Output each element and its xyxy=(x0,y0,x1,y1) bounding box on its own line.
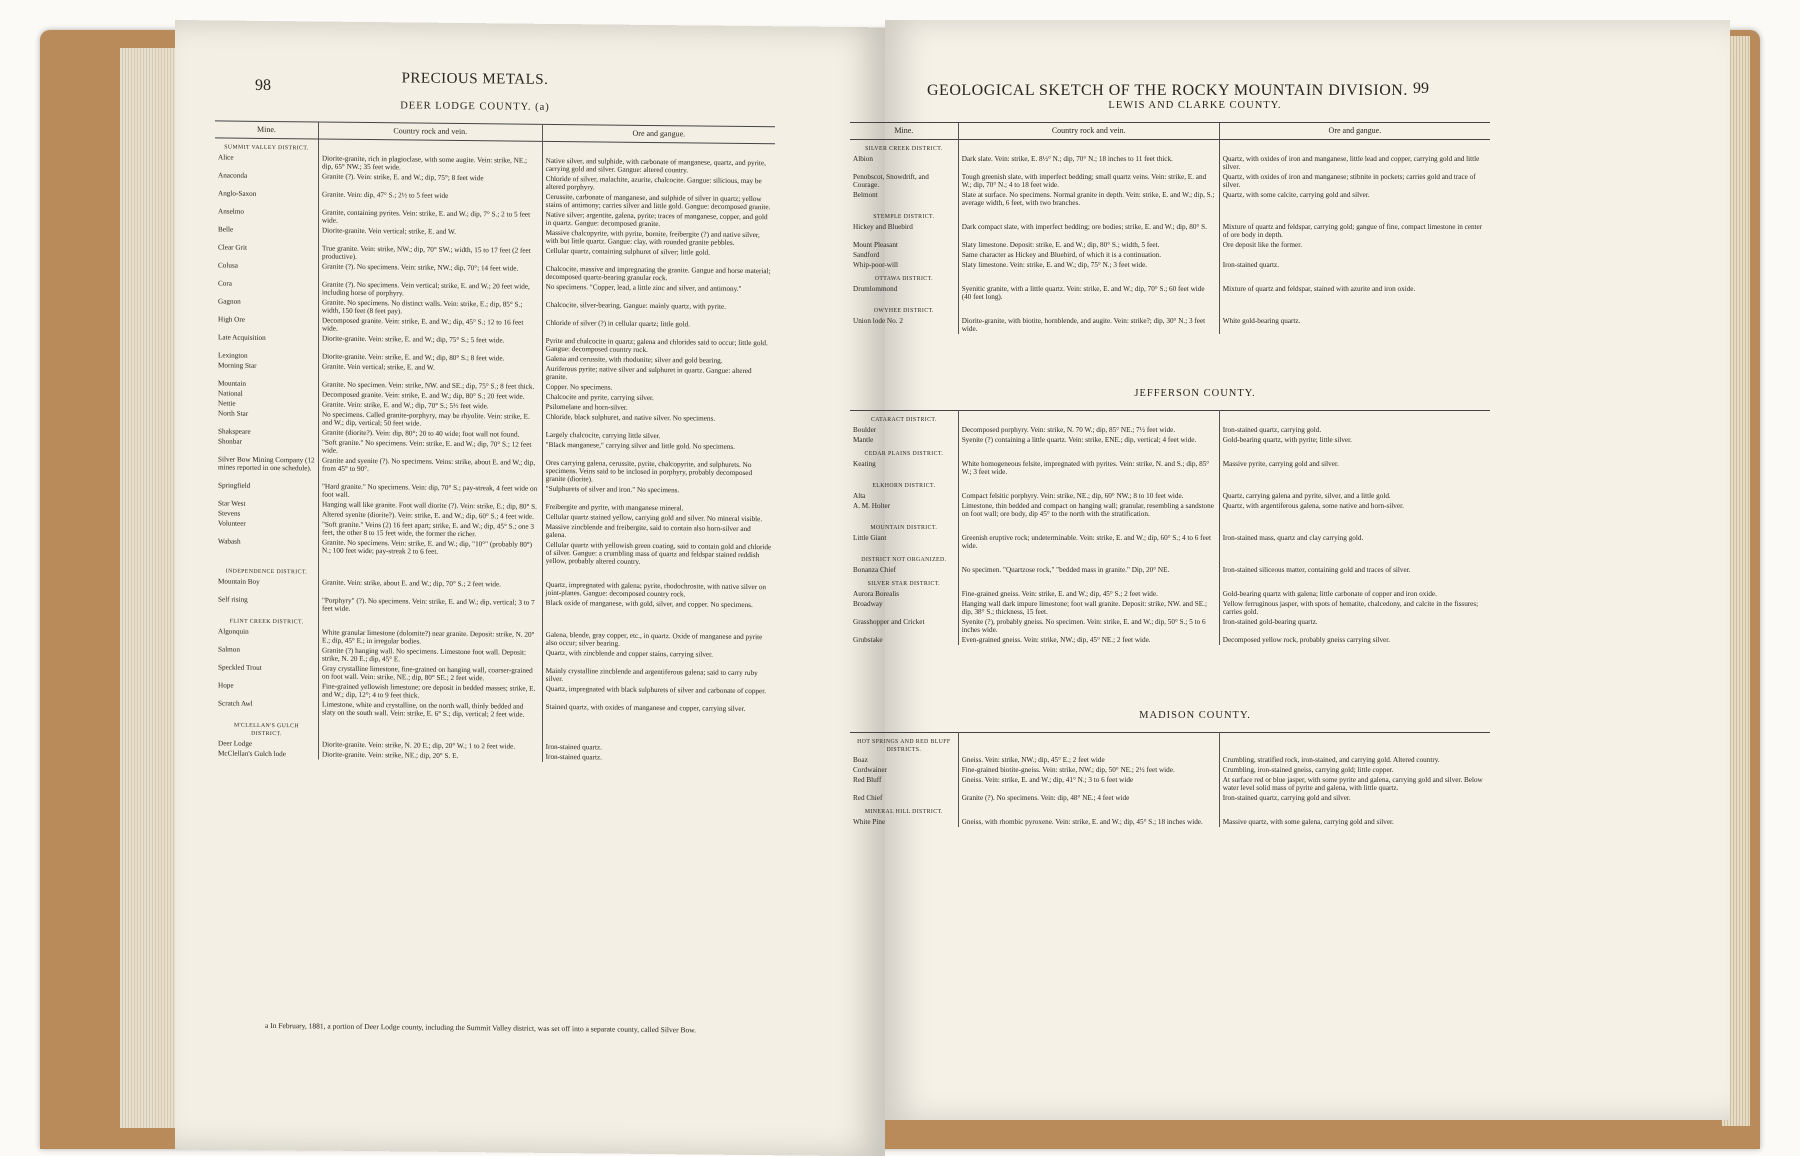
district-name: CATARACT DISTRICT. xyxy=(870,417,937,423)
country-rock: Granite and syenite (?). No specimens. Veins: strike, about E. and W.; dip, from 45° to 90°. xyxy=(318,456,542,484)
country-rock: Granite. Vein: dip, 47° S.; 2½ to 5 feet wide xyxy=(318,190,542,210)
ore-gangue: Chloride of silver (?) in cellular quartz; little gold. xyxy=(542,318,775,338)
mine-name: Clear Grit xyxy=(218,243,247,252)
ore-gangue: Galena and cerussite, with rhodonite; silver and gold bearing. xyxy=(542,354,775,366)
mine-name: Deer Lodge xyxy=(218,739,253,748)
ore-gangue: Native silver, and sulphide, with carbonate of manganese, quartz, and pyrite, carrying gold and silver. Gangue: altered country. xyxy=(542,156,775,176)
ore-gangue: Iron-stained gold-bearing quartz. xyxy=(1219,617,1490,635)
country-rock: White granular limestone (dolomite?) near granite. Deposit: strike, N. 20° E.; dip, 45° E.; in irregular bodies. xyxy=(318,628,542,648)
district-heading xyxy=(850,575,1490,589)
ore-gangue: Auriferous pyrite; native silver and sulphuret in quartz. Gangue: altered granite. xyxy=(542,364,775,384)
ore-gangue: Massive pyrite, carrying gold and silver. xyxy=(1219,459,1490,477)
table-row xyxy=(850,190,1490,208)
empty-cell xyxy=(958,803,1219,817)
mine-table xyxy=(215,120,775,764)
ore-gangue: Copper. No specimens. xyxy=(542,382,775,394)
mine-name: Grasshopper and Cricket xyxy=(853,618,925,626)
country-rock: Diorite-granite. Vein: strike, N. 20 E.; dip, 20° W.; 1 to 2 feet wide. xyxy=(318,740,542,752)
col-header-rock: Country rock and vein. xyxy=(318,122,542,141)
mine-name: Self rising xyxy=(218,595,248,604)
country-rock: Granite (?). No specimens. Vein vertical; strike, E. and W.; 20 feet wide, including horse of porphyry. xyxy=(318,280,542,300)
table-row xyxy=(850,459,1490,477)
ore-gangue: Freibergite and pyrite, with manganese mineral. xyxy=(542,502,775,514)
district-name: SILVER STAR DISTRICT. xyxy=(867,581,941,587)
mine-name: Anaconda xyxy=(218,171,248,180)
ore-gangue: Ores carrying galena, cerussite, pyrite, chalcopyrite, and sulphurets. No specimens. Veins said to be inclosed in porphyry, probably decomposed granite (diorite). xyxy=(542,458,775,486)
ore-gangue: White gold-bearing quartz. xyxy=(1219,316,1490,334)
mine-name: Salmon xyxy=(218,645,240,654)
ore-gangue: Iron-stained quartz. xyxy=(542,742,775,754)
country-rock: Granite. No specimens. No distinct walls. Vein: strike, E.; dip, 85° S.; width, 150 feet (8 feet pay). xyxy=(318,298,542,318)
country-rock: Gray crystalline limestone, fine-grained on hanging wall, coarser-grained on foot wall. Vein: strike, NE.; dip, 80° SE.; 2 feet wide. xyxy=(318,664,542,684)
mine-name: Red Bluff xyxy=(853,776,882,784)
country-rock: White homogeneous felsite, impregnated with pyrites. Vein: strike, N. and S.; dip, 85° W.; 3 feet wide. xyxy=(958,459,1219,477)
ore-gangue: Quartz, with some calcite, carrying gold and silver. xyxy=(1219,190,1490,208)
ore-gangue: Chalcocite, massive and impregnating the granite. Gangue and horse material; decomposed quartz-bearing granular rock. xyxy=(542,264,775,284)
ore-gangue: Iron-stained quartz, carrying gold and silver. xyxy=(1219,793,1490,803)
ore-gangue: Quartz, with argentiferous galena, some native and horn-silver. xyxy=(1219,501,1490,519)
ore-gangue: Quartz, with zincblende and copper stains, carrying silver. xyxy=(542,648,775,668)
mine-name: High Ore xyxy=(218,315,245,324)
table-row xyxy=(850,817,1490,827)
running-head: PRECIOUS METALS. xyxy=(401,70,549,88)
ore-gangue: Cellular quartz stained yellow, carrying gold and silver. No mineral visible. xyxy=(542,512,775,524)
country-rock: No specimens. Called granite-porphyry, may be rhyolite. Vein: strike, E. and W.; dip, vertical; 50 feet wide. xyxy=(318,410,542,430)
country-rock: Decomposed granite. Vein: strike, E. and W.; dip, 80° S.; 20 feet wide. xyxy=(318,390,542,402)
mine-name: Broadway xyxy=(853,600,883,608)
country-rock: True granite. Vein: strike, NW.; dip, 70° SW.; width, 15 to 17 feet (2 feet productive). xyxy=(318,244,542,264)
district-name: HOT SPRINGS AND RED BLUFF DISTRICTS. xyxy=(857,739,951,753)
ore-gangue: Iron-stained quartz. xyxy=(542,752,775,764)
country-rock: Diorite-granite, rich in plagioclase, with some augite. Vein: strike, NE.; dip, 65° NW.; 35 feet wide. xyxy=(318,154,542,174)
mine-name: Colusa xyxy=(218,261,238,270)
ore-gangue: Iron-stained siliceous matter, containing gold and traces of silver. xyxy=(1219,565,1490,575)
mine-name: Boaz xyxy=(853,756,868,764)
country-rock: Granite (?) hanging wall. No specimens. Limestone foot wall. Deposit: strike, N. 20 E.; dip, 45° E. xyxy=(318,646,542,666)
empty-cell xyxy=(958,208,1219,222)
mine-name: Anselmo xyxy=(218,207,244,216)
mine-name: Albion xyxy=(853,155,873,163)
mine-name: White Pine xyxy=(853,818,886,826)
ore-gangue: Ore deposit like the former. xyxy=(1219,240,1490,250)
county-title: DEER LODGE COUNTY. (a) xyxy=(400,100,550,113)
mine-table xyxy=(850,732,1490,827)
ore-gangue: Gold-bearing quartz, with pyrite; little silver. xyxy=(1219,435,1490,445)
mine-name: Stevens xyxy=(218,509,241,518)
district-name: INDEPENDENCE DISTRICT. xyxy=(225,568,308,576)
district-heading xyxy=(850,302,1490,316)
mine-name: Red Chief xyxy=(853,794,883,802)
mine-name: Mount Pleasant xyxy=(853,241,898,249)
country-rock: Fine-grained biotite-gneiss. Vein: strike, NW.; dip, 50° NE.; 2½ feet wide. xyxy=(958,765,1219,775)
mine-table xyxy=(850,122,1490,334)
country-rock: Granite. Vein vertical; strike, E. and W. xyxy=(318,362,542,382)
ore-gangue: Quartz, impregnated with galena; pyrite, rhodochrosite, with native silver on joint-planes. Gangue: decomposed country rock. xyxy=(542,580,775,600)
col-header-mine: Mine. xyxy=(850,123,958,140)
mine-name: Hickey and Bluebird xyxy=(853,223,913,231)
country-rock: "Porphyry" (?). No specimens. Vein: strike, E. and W.; dip, vertical; 3 to 7 feet wide. xyxy=(318,596,542,616)
table-row xyxy=(850,599,1490,617)
country-rock: Gneiss. Vein: strike, NW.; dip, 45° E.; 2 feet wide xyxy=(958,755,1219,765)
district-name: FLINT CREEK DISTRICT. xyxy=(229,618,304,626)
mine-name: Scratch Awl xyxy=(218,699,253,708)
mine-name: Lexington xyxy=(218,351,248,360)
country-rock: Slaty limestone. Vein: strike, E. and W.; dip, 75° N.; 3 feet wide. xyxy=(958,260,1219,270)
district-name: CEDAR PLAINS DISTRICT. xyxy=(864,451,944,457)
country-rock: Slaty limestone. Deposit: strike, E. and W.; dip, 80° S.; width, 5 feet. xyxy=(958,240,1219,250)
mine-name: Volunteer xyxy=(218,519,246,528)
country-rock: Fine-grained gneiss. Vein: strike, E. and W.; dip, 45° S.; 2 feet wide. xyxy=(958,589,1219,599)
country-rock: No specimen. "Quartzose rock," "bedded mass in granite." Dip, 20° NE. xyxy=(958,565,1219,575)
table-row xyxy=(850,765,1490,775)
empty-cell xyxy=(1219,733,1490,756)
table-row xyxy=(850,316,1490,334)
running-head: GEOLOGICAL SKETCH OF THE ROCKY MOUNTAIN DIVISION. xyxy=(927,82,1408,99)
empty-cell xyxy=(1219,445,1490,459)
ore-gangue: Galena, blende, gray copper, etc., in quartz. Oxide of manganese and pyrite also occur; silver bearing. xyxy=(542,630,775,650)
district-name: OTTAWA DISTRICT. xyxy=(874,276,933,282)
country-rock: Hanging wall like granite. Foot wall diorite (?). Vein: strike, E.; dip, 80° S. xyxy=(318,500,542,512)
country-rock: Syenitic granite, with a little quartz. Vein: strike, E. and W.; dip, 70° S.; 60 feet wide (40 feet long). xyxy=(958,284,1219,302)
mine-name: Cora xyxy=(218,279,232,288)
ore-gangue: Mixture of quartz and feldspar, stained with azurite and iron oxide. xyxy=(1219,284,1490,302)
ore-gangue xyxy=(1219,250,1490,260)
country-rock: Diorite-granite. Vein vertical; strike, E. and W. xyxy=(318,226,542,246)
country-rock: Granite (?). No specimens. Vein: strike, NW.; dip, 70°; 14 feet wide. xyxy=(318,262,542,282)
table-row xyxy=(850,617,1490,635)
country-rock: "Soft granite." Veins (2) 16 feet apart; strike, E. and W.; dip, 45° S.; one 3 feet, the other 8 to 15 feet wide, the former the richer. xyxy=(318,520,542,540)
country-rock: Syenite (?) containing a little quartz. Vein: strike, ENE.; dip, vertical; 4 feet wide. xyxy=(958,435,1219,445)
district-name: SILVER CREEK DISTRICT. xyxy=(865,146,943,152)
mine-table xyxy=(850,410,1490,645)
col-header-mine: Mine. xyxy=(215,121,318,139)
mine-name: Belmont xyxy=(853,191,878,199)
ore-gangue: Chloride of silver, malachite, azurite, chalcocite. Gangue: silicious, may be altered porphyry. xyxy=(542,174,775,194)
mine-name: Morning Star xyxy=(218,361,257,370)
empty-cell xyxy=(958,445,1219,459)
ore-gangue: "Black manganese," carrying silver and little gold. No specimens. xyxy=(542,440,775,460)
mine-name: North Star xyxy=(218,409,249,418)
mine-name: Silver Bow Mining Company (12 mines reported in one schedule). xyxy=(218,455,315,473)
country-rock: Syenite (?), probably gneiss. No specimen. Vein: strike, E. and W.; dip, 50° S.; 5 to 6 inches wide. xyxy=(958,617,1219,635)
ore-gangue: Massive chalcopyrite, with pyrite, bornite, freibergite (?) and native silver, with but little quartz. Gangue: clay, with rounded granite pebbles. xyxy=(542,228,775,248)
district-heading xyxy=(850,733,1490,756)
mine-name: Springfield xyxy=(218,481,251,490)
left-page xyxy=(175,20,885,1156)
empty-cell xyxy=(958,302,1219,316)
empty-cell xyxy=(958,411,1219,426)
empty-cell xyxy=(958,140,1219,155)
county-title: JEFFERSON COUNTY. xyxy=(1134,388,1256,399)
table-row xyxy=(850,154,1490,172)
table-row xyxy=(850,635,1490,645)
mine-name: Alta xyxy=(853,492,866,500)
country-rock: Gneiss, with rhombic pyroxene. Vein: strike, E. and W.; dip, 45° S.; 18 inches wide. xyxy=(958,817,1219,827)
mine-name: Bonanza Chief xyxy=(853,566,896,574)
country-rock: Granite (diorite?). Vein: dip, 80°; 20 to 40 wide; foot wall not found. xyxy=(318,428,542,440)
table-row xyxy=(850,284,1490,302)
country-rock: "Soft granite." No specimens. Vein: strike, E. and W.; dip, 70° S.; 12 feet wide. xyxy=(318,438,542,458)
county-title: MADISON COUNTY. xyxy=(1139,710,1251,721)
country-rock: Limestone, white and crystalline, on the north wall, thinly bedded and slaty on the south wall. Vein: strike, E. 6° S.; dip, vertical; 2 feet wide. xyxy=(318,700,542,720)
mine-name: A. M. Holter xyxy=(853,502,891,510)
mine-name: Penobscot, Snowdrift, and Courage. xyxy=(853,173,929,189)
district-heading xyxy=(850,270,1490,284)
table-row xyxy=(850,533,1490,551)
empty-cell xyxy=(958,477,1219,491)
empty-cell xyxy=(958,733,1219,756)
country-rock: Diorite-granite. Vein: strike, E. and W.; dip, 80° S.; 8 feet wide. xyxy=(318,352,542,364)
ore-gangue: Chloride, black sulphuret, and native silver. No specimens. xyxy=(542,412,775,432)
district-heading xyxy=(850,208,1490,222)
ore-gangue: Pyrite and chalcocite in quartz; galena and chlorides said to occur; little gold. Gangue: decomposed country rock. xyxy=(542,336,775,356)
country-rock: Granite. No specimen. Vein: strike, NW. and SE.; dip, 75° S.; 8 feet thick. xyxy=(318,380,542,392)
district-name: DISTRICT NOT ORGANIZED. xyxy=(861,557,947,563)
country-rock: "Hard granite." No specimens. Vein: dip, 70° S.; pay-streak, 4 feet wide on foot wall. xyxy=(318,482,542,502)
ore-gangue: Quartz, with oxides of iron and manganese; stibnite in pockets; carries gold and trace of silver. xyxy=(1219,172,1490,190)
mine-name: Star West xyxy=(218,499,246,508)
table-row xyxy=(850,491,1490,501)
country-rock: Granite. No specimens. Vein: strike, E. and W.; dip, "10°" (probably 80°) N.; 100 feet wide; pay-streak 2 to 6 feet. xyxy=(318,538,542,566)
country-rock: Even-grained gneiss. Vein: strike, NW.; dip, 45° NE.; 2 feet wide. xyxy=(958,635,1219,645)
ore-gangue: Crumbling, stratified rock, iron-stained, and carrying gold. Altered country. xyxy=(1219,755,1490,765)
empty-cell xyxy=(1219,302,1490,316)
country-rock: Compact felsitic porphyry. Vein: strike, NE.; dip, 60° NW.; 8 to 10 feet wide. xyxy=(958,491,1219,501)
mine-name: McClellan's Gulch lode xyxy=(218,749,286,759)
mine-name: Hope xyxy=(218,681,234,690)
empty-cell xyxy=(958,270,1219,284)
mine-name: Anglo-Saxon xyxy=(218,189,257,198)
country-rock: Dark compact slate, with imperfect bedding; ore bodies; strike, E. and W.; dip, 80° S. xyxy=(958,222,1219,240)
table-row xyxy=(850,172,1490,190)
mine-name: Grubstake xyxy=(853,636,883,644)
country-rock: Diorite-granite. Vein: strike, NE.; dip, 20° S. E. xyxy=(318,750,542,762)
mine-name: Whip-poor-will xyxy=(853,261,898,269)
empty-cell xyxy=(542,720,775,744)
ore-gangue: Massive zincblende and freibergite, said to contain also horn-silver and galena. xyxy=(542,522,775,542)
district-name: MINERAL HILL DISTRICT. xyxy=(864,809,943,815)
table-row xyxy=(850,250,1490,260)
table-row xyxy=(850,260,1490,270)
district-name: SUMMIT VALLEY DISTRICT. xyxy=(224,144,309,152)
country-rock: Granite (?). Vein: strike, E. and W.; dip, 75°; 8 feet wide xyxy=(318,172,542,192)
table-row xyxy=(850,425,1490,435)
mine-name: Belle xyxy=(218,225,234,234)
mine-name: Shonbar xyxy=(218,437,242,446)
district-heading xyxy=(850,551,1490,565)
country-rock: Diorite-granite. Vein: strike, E. and W.; dip, 75° S.; 5 feet wide. xyxy=(318,334,542,354)
ore-gangue: Mainly crystalline zincblende and argentiferous galena; said to carry ruby silver. xyxy=(542,666,775,686)
footnote: a In February, 1881, a portion of Deer Lodge county, including the Summit Valley district, was set off into a separate county, called Silver Bow. xyxy=(265,1020,697,1035)
page-number: 99 xyxy=(1413,80,1429,97)
ore-gangue: Psilomelane and horn-silver. xyxy=(542,402,775,414)
country-rock: Tough greenish slate, with imperfect bedding; small quartz veins. Vein: strike, E. and W.; dip, 70° N.; 4 to 18 feet wide. xyxy=(958,172,1219,190)
empty-cell xyxy=(318,718,542,742)
mine-name: Late Acquisition xyxy=(218,333,266,342)
ore-gangue: At surface red or blue jasper, with some pyrite and galena, carrying gold and silver. Below water level solid mass of pyrite and galena, with little quartz. xyxy=(1219,775,1490,793)
page-number: 98 xyxy=(255,76,271,95)
col-header-ore: Ore and gangue. xyxy=(1219,123,1490,140)
ore-gangue: Cellular quartz with yellowish green coating, said to contain gold and chloride of silver. Gangue: a crumbling mass of quartz and feldspar stained reddish yellow, probably altered country. xyxy=(542,540,775,568)
ore-gangue: Crumbling, iron-stained gneiss, carrying gold; little copper. xyxy=(1219,765,1490,775)
country-rock: Decomposed porphyry. Vein: strike, N. 70 W.; dip, 85° NE.; 7½ feet wide. xyxy=(958,425,1219,435)
mine-name: National xyxy=(218,389,243,398)
country-rock: Same character as Hickey and Bluebird, of which it is a continuation. xyxy=(958,250,1219,260)
country-rock: Limestone, thin bedded and compact on hanging wall; granular, resembling a sandstone on foot wall; ore body, dip 45° to the north with the stratification. xyxy=(958,501,1219,519)
mine-name: Union lode No. 2 xyxy=(853,317,903,325)
table-row xyxy=(850,240,1490,250)
ore-gangue: Mixture of quartz and feldspar, carrying gold; gangue of fine, compact limestone in center of ore body in depth. xyxy=(1219,222,1490,240)
ore-gangue: Decomposed yellow rock, probably gneiss carrying silver. xyxy=(1219,635,1490,645)
empty-cell xyxy=(1219,270,1490,284)
table-row xyxy=(850,435,1490,445)
country-rock: Altered syenite (diorite?). Vein: strike, E. and W.; dip, 60° S.; 4 feet wide. xyxy=(318,510,542,522)
district-name: M'CLELLAN'S GULCH DISTRICT. xyxy=(233,722,300,738)
col-header-ore: Ore and gangue. xyxy=(542,124,775,143)
mine-name: Keating xyxy=(853,460,876,468)
mine-name: Algonquin xyxy=(218,627,249,636)
mine-name: Wabash xyxy=(218,537,241,546)
district-heading xyxy=(850,140,1490,155)
mine-name: Little Giant xyxy=(853,534,887,542)
mine-name: Boulder xyxy=(853,426,877,434)
district-heading xyxy=(850,803,1490,817)
county-title: LEWIS AND CLARKE COUNTY. xyxy=(1108,100,1282,111)
table-row xyxy=(850,775,1490,793)
country-rock: Diorite-granite, with biotite, hornblende, and augite. Vein: strike?; dip, 30° N.; 3 feet wide. xyxy=(958,316,1219,334)
ore-gangue: Native silver; argentite, galena, pyrite; traces of manganese, copper, and gold in quartz. Gangue: decomposed granite. xyxy=(542,210,775,230)
mine-name: Nettie xyxy=(218,399,236,408)
country-rock: Granite. Vein: strike, E. and W.; dip, 70° S.; 5½ feet wide. xyxy=(318,400,542,412)
empty-cell xyxy=(1219,411,1490,426)
ore-gangue: Black oxide of manganese, with gold, silver, and copper. No specimens. xyxy=(542,598,775,618)
table-row xyxy=(850,565,1490,575)
ore-gangue: Cerussite, carbonate of manganese, and sulphide of silver in quartz; yellow stains of antimony; carries silver and little gold. Gangue: decomposed granite. xyxy=(542,192,775,212)
country-rock: Granite, containing pyrites. Vein: strike, E. and W.; dip, 7° S.; 2 to 5 feet wide. xyxy=(318,208,542,228)
empty-cell xyxy=(1219,477,1490,491)
table-row xyxy=(850,793,1490,803)
ore-gangue: No specimens. "Copper, lead, a little zinc and silver, and antimony." xyxy=(542,282,775,302)
country-rock: Gneiss. Vein: strike, E. and W.; dip, 41° N.; 3 to 6 feet wide xyxy=(958,775,1219,793)
ore-gangue: Quartz, with oxides of iron and manganese, little lead and copper, carrying gold and little silver. xyxy=(1219,154,1490,172)
col-header-rock: Country rock and vein. xyxy=(958,123,1219,140)
ore-gangue: "Sulphurets of silver and iron." No specimens. xyxy=(542,484,775,504)
mine-name: Drumlommond xyxy=(853,285,898,293)
country-rock: Slate at surface. No specimens. Normal granite in depth. Vein: strike, E. and W.; dip, S.; average width, 6 feet, with two branches. xyxy=(958,190,1219,208)
country-rock: Greenish eruptive rock; undeterminable. Vein: strike, E. and W.; dip, 60° S.; 4 to 6 feet wide. xyxy=(958,533,1219,551)
ore-gangue: Chalcocite, silver-bearing. Gangue: mainly quartz, with pyrite. xyxy=(542,300,775,320)
empty-cell xyxy=(1219,519,1490,533)
empty-cell xyxy=(1219,208,1490,222)
country-rock: Granite. Vein: strike, about E. and W.; dip, 70° S.; 2 feet wide. xyxy=(318,578,542,598)
district-name: ELKHORN DISTRICT. xyxy=(872,483,936,489)
mine-name: Mantle xyxy=(853,436,874,444)
district-heading xyxy=(850,519,1490,533)
mine-name: Cordwainer xyxy=(853,766,887,774)
ore-gangue: Largely chalcocite, carrying little silver. xyxy=(542,430,775,442)
ore-gangue: Massive quartz, with some galena, carrying gold and silver. xyxy=(1219,817,1490,827)
mine-name: Alice xyxy=(218,153,234,162)
district-name: MOUNTAIN DISTRICT. xyxy=(870,525,938,531)
empty-cell xyxy=(1219,140,1490,155)
ore-gangue: Quartz, impregnated with black sulphurets of silver and carbonate of copper. xyxy=(542,684,775,704)
right-page xyxy=(853,20,1730,1120)
district-heading xyxy=(850,445,1490,459)
ore-gangue: Cellular quartz, containing sulphuret of silver; little gold. xyxy=(542,246,775,266)
district-name: OWYHEE DISTRICT. xyxy=(873,308,934,314)
mine-name: Speckled Trout xyxy=(218,663,262,672)
country-rock: Fine-grained yellowish limestone; ore deposit in bedded masses; strike, E. and W.; dip, 12°; 4 to 9 feet thick. xyxy=(318,682,542,702)
empty-cell xyxy=(1219,575,1490,589)
empty-cell xyxy=(958,551,1219,565)
district-heading xyxy=(850,411,1490,426)
mine-name: Mountain Boy xyxy=(218,577,260,586)
empty-cell xyxy=(1219,551,1490,565)
ore-gangue: Yellow ferruginous jasper, with spots of hematite, chalcedony, and calcite in the fissures; carries gold. xyxy=(1219,599,1490,617)
table-row xyxy=(850,589,1490,599)
ore-gangue: Quartz, carrying galena and pyrite, silver, and a little gold. xyxy=(1219,491,1490,501)
ore-gangue: Iron-stained quartz. xyxy=(1219,260,1490,270)
empty-cell xyxy=(958,575,1219,589)
ore-gangue: Iron-stained quartz, carrying gold. xyxy=(1219,425,1490,435)
country-rock: Granite (?). No specimens. Vein: dip, 48° NE.; 4 feet wide xyxy=(958,793,1219,803)
empty-cell xyxy=(1219,803,1490,817)
country-rock: Dark slate. Vein: strike, E. 8½° N.; dip, 70° N.; 18 inches to 11 feet thick. xyxy=(958,154,1219,172)
empty-cell xyxy=(958,519,1219,533)
mine-name: Shakspeare xyxy=(218,427,251,436)
table-row xyxy=(850,222,1490,240)
mine-name: Sandford xyxy=(853,251,880,259)
ore-gangue: Gold-bearing quartz with galena; little carbonate of copper and iron oxide. xyxy=(1219,589,1490,599)
mine-name: Gagnon xyxy=(218,297,241,306)
district-heading xyxy=(850,477,1490,491)
country-rock: Decomposed granite. Vein: strike, E. and W.; dip, 45° S.; 12 to 16 feet wide. xyxy=(318,316,542,336)
table-row xyxy=(850,501,1490,519)
table-row xyxy=(850,755,1490,765)
ore-gangue: Iron-stained mass, quartz and clay carrying gold. xyxy=(1219,533,1490,551)
mine-name: Aurora Borealis xyxy=(853,590,900,598)
ore-gangue: Chalcocite and pyrite, carrying silver. xyxy=(542,392,775,404)
ore-gangue: Stained quartz, with oxides of manganese and copper, carrying silver. xyxy=(542,702,775,722)
mine-name: Mountain xyxy=(218,379,246,388)
district-name: STEMPLE DISTRICT. xyxy=(873,214,935,220)
country-rock: Hanging wall dark impure limestone; foot wall granite. Deposit: strike, NW. and SE.; dip, 38° S.; thickness, 15 feet. xyxy=(958,599,1219,617)
